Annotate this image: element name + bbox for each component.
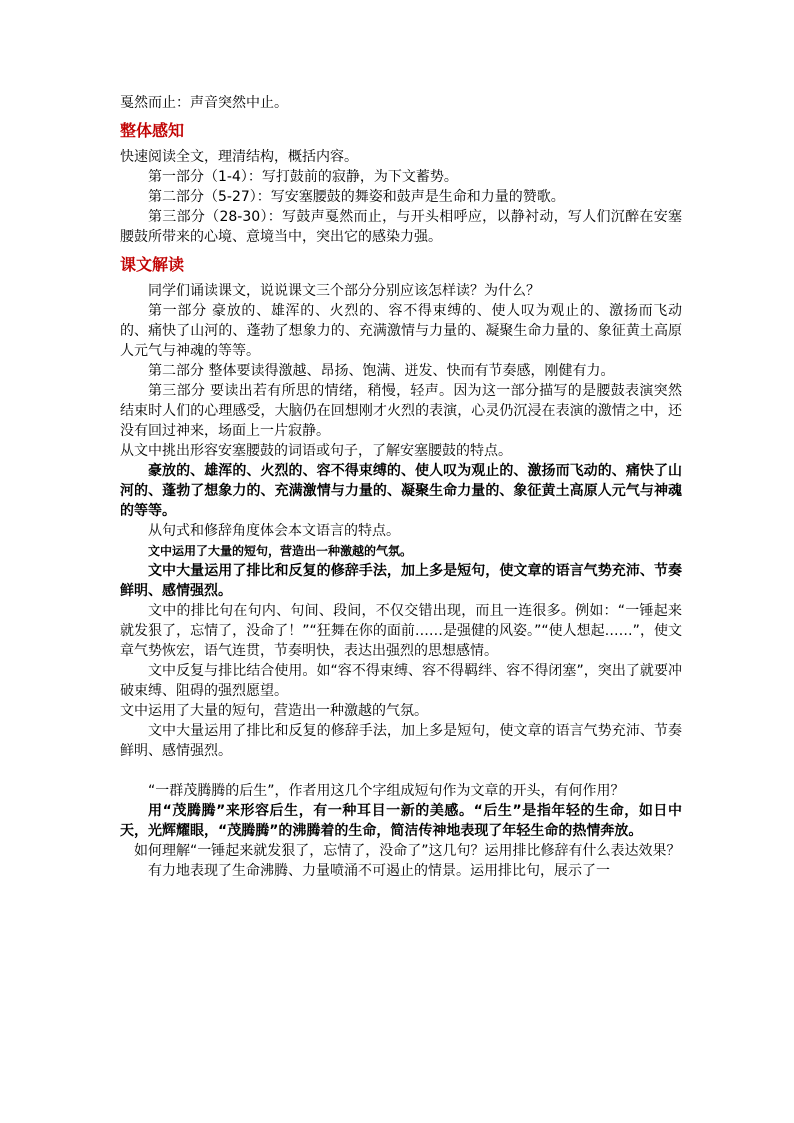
paragraph: 第三部分（28-30）：写鼓声戛然而止，与开头相呼应，以静衬动，写人们沉醉在安塞腰鼓所带来的心境、意境当中，突出它的感染力强。 [120, 209, 682, 245]
definition-line: 戛然而止：声音突然中止。 [120, 95, 288, 111]
answer-paragraph: 有力地表现了生命沸腾、力量喷涌不可遏止的情景。运用排比句，展示了一 [148, 863, 610, 879]
answer-paragraph: 用“茂腾腾”来形容后生，有一种耳目一新的美感。“后生”是指年轻的生命，如日中天，光辉耀眼，“茂腾腾”的沸腾着的生命，简洁传神地表现了年轻生命的热情奔放。 [120, 803, 682, 839]
document-body [120, 93, 682, 881]
question-paragraph: “一群茂腾腾的后生”，作者用这几个字组成短句作为文章的开头，有何作用？ [148, 783, 625, 799]
question-paragraph: 如何理解“一锤起来就发狠了，忘情了，没命了”这几句？运用排比修辞有什么表达效果？ [134, 843, 681, 859]
answer-paragraph: 豪放的、雄浑的、火烈的、容不得束缚的、使人叹为观止的、激扬而飞动的、痛快了山河的、蓬勃了想象力的、充满激情与力量的、凝聚生命力量的、象征黄土高原人元气与神魂的等等。 [120, 463, 682, 519]
paragraph: 文中反复与排比结合使用。如“容不得束缚、容不得羁绊、容不得闭塞”，突出了就要冲破束缚、阻碍的强烈愿望。 [120, 663, 682, 699]
section-heading-overview: 整体感知 [120, 121, 185, 140]
answer-paragraph: 文中运用了大量的短句，营造出一种激越的气氛。 [148, 544, 413, 558]
paragraph: 同学们诵读课文，说说课文三个部分分别应该怎样读？为什么？ [148, 283, 540, 299]
paragraph: 第二部分 整体要读得激越、昂扬、饱满、迸发、快而有节奏感，刚健有力。 [148, 363, 615, 379]
paragraph: 文中大量运用了排比和反复的修辞手法，加上多是短句，使文章的语言气势充沛、节奏鲜明、感情强烈。 [120, 723, 682, 759]
paragraph: 第一部分 豪放的、雄浑的、火烈的、容不得束缚的、使人叹为观止的、激扬而飞动的、痛快了山河的、蓬勃了想象力的、充满激情与力量的、凝聚生命力量的、象征黄土高原人元气与神魂的等等。 [120, 303, 682, 359]
paragraph: 文中的排比句在句内、句间、段间，不仅交错出现，而且一连很多。例如：“一锤起来就发狠了，忘情了，没命了！”“狂舞在你的面前……是强健的风姿。”“使人想起……”，使文章气势恢宏，语气连贯，节奏明快，表达出强烈的思想感情。 [120, 603, 682, 659]
paragraph: 第一部分（1-4）：写打鼓前的寂静，为下文蓄势。 [148, 169, 458, 185]
answer-paragraph: 文中大量运用了排比和反复的修辞手法，加上多是短句，使文章的语言气势充沛、节奏鲜明、感情强烈。 [120, 563, 682, 599]
paragraph: 快速阅读全文，理清结构，概括内容。 [120, 149, 358, 165]
section-heading-reading: 课文解读 [120, 255, 185, 274]
paragraph: 第二部分（5-27）：写安塞腰鼓的舞姿和鼓声是生命和力量的赞歌。 [148, 189, 565, 205]
paragraph: 第三部分 要读出若有所思的情绪，稍慢，轻声。因为这一部分描写的是腰鼓表演突然结束时人们的心理感受，大脑仍在回想刚才火烈的表演，心灵仍沉浸在表演的激情之中，还没有回过神来，场面上一片寂静。 [120, 383, 682, 439]
paragraph: 从文中挑出形容安塞腰鼓的词语或句子，了解安塞腰鼓的特点。 [120, 443, 512, 459]
blank-line [120, 761, 682, 781]
paragraph: 从句式和修辞角度体会本文语言的特点。 [148, 523, 400, 539]
paragraph: 文中运用了大量的短句，营造出一种激越的气氛。 [120, 703, 428, 719]
